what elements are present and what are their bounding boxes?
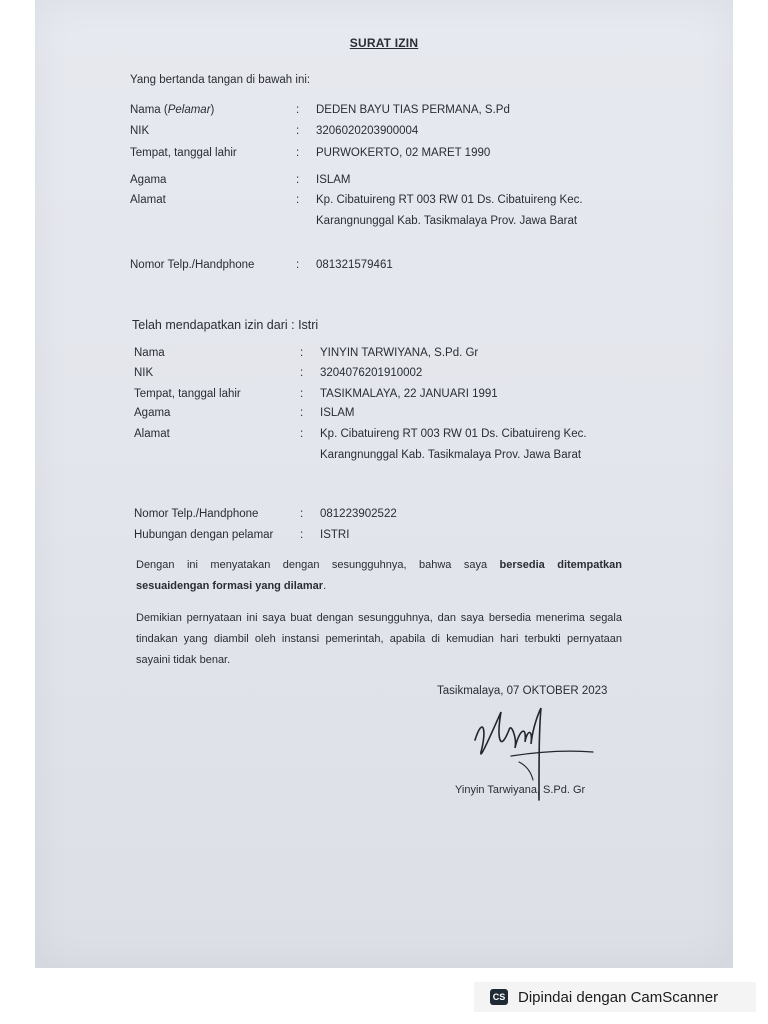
field-separator: : bbox=[296, 147, 300, 159]
field-value: ISLAM bbox=[316, 174, 351, 186]
field-separator: : bbox=[300, 388, 304, 400]
field-separator: : bbox=[296, 259, 300, 271]
field-separator: : bbox=[300, 508, 304, 520]
field-label: Tempat, tanggal lahir bbox=[130, 147, 237, 159]
camscanner-badge bbox=[474, 982, 756, 1012]
intro-text: Yang bertanda tangan di bawah ini: bbox=[130, 74, 311, 86]
field-label: Tempat, tanggal lahir bbox=[134, 388, 241, 400]
field-label: Alamat bbox=[134, 428, 170, 440]
field-value: ISLAM bbox=[320, 407, 355, 419]
closing-paragraph: Demikian pernyataan ini saya buat dengan sesungguhnya, dan saya bersedia menerima segala tindakan yang diambil oleh instansi pemerintah, apabila di kemudian hari terbukti pernyataan sayaini tidak benar. bbox=[136, 612, 622, 666]
field-value: TASIKMALAYA, 22 JANUARI 1991 bbox=[320, 388, 498, 400]
field-value: 081321579461 bbox=[316, 259, 393, 271]
field-value: 3206020203900004 bbox=[316, 125, 419, 137]
field-separator: : bbox=[296, 104, 300, 116]
field-value: 081223902522 bbox=[320, 508, 397, 520]
field-label: Nama bbox=[134, 347, 165, 359]
field-label: NIK bbox=[130, 125, 150, 137]
field-label: Alamat bbox=[130, 194, 166, 206]
field-separator: : bbox=[296, 125, 300, 137]
field-separator: : bbox=[300, 428, 304, 440]
field-value: DEDEN BAYU TIAS PERMANA, S.Pd bbox=[316, 104, 510, 116]
scanned-document bbox=[35, 0, 733, 968]
field-value: 3204076201910002 bbox=[320, 367, 423, 379]
statement-paragraph bbox=[136, 555, 622, 597]
field-separator: : bbox=[300, 367, 304, 379]
statement-bold: bersedia ditempatkan sesuaidengan formasi yang dilamar bbox=[136, 559, 623, 592]
field-label: Agama bbox=[134, 407, 171, 419]
field-separator: : bbox=[300, 529, 304, 541]
signer-name: Yinyin Tarwiyana, S.Pd. Gr bbox=[455, 784, 586, 796]
field-value: Kp. Cibatuireng RT 003 RW 01 Ds. Cibatuireng Kec. Karangnunggal Kab. Tasikmalaya Prov. Jawa Barat bbox=[320, 428, 587, 461]
field-separator: : bbox=[296, 174, 300, 186]
field-separator: : bbox=[300, 347, 304, 359]
statement-pre: Dengan ini menyatakan dengan sesungguhnya, bahwa saya bbox=[136, 559, 500, 571]
field-separator: : bbox=[296, 194, 300, 206]
camscanner-text: Dipindai dengan CamScanner bbox=[518, 988, 719, 1006]
field-value: PURWOKERTO, 02 MARET 1990 bbox=[316, 147, 491, 159]
field-label: Nama (Pelamar) bbox=[130, 104, 215, 116]
statement-post: . bbox=[323, 580, 327, 592]
field-value: Kp. Cibatuireng RT 003 RW 01 Ds. Cibatuireng Kec. Karangnunggal Kab. Tasikmalaya Prov. Jawa Barat bbox=[316, 194, 583, 227]
document-title: SURAT IZIN bbox=[349, 36, 419, 50]
field-label: Nomor Telp./Handphone bbox=[134, 508, 259, 520]
field-label: Nomor Telp./Handphone bbox=[130, 259, 255, 271]
camscanner-logo-icon: CS bbox=[490, 989, 508, 1005]
permission-heading: Telah mendapatkan izin dari : Istri bbox=[132, 318, 319, 332]
field-value: YINYIN TARWIYANA, S.Pd. Gr bbox=[320, 347, 479, 359]
field-separator: : bbox=[300, 407, 304, 419]
field-label: NIK bbox=[134, 367, 154, 379]
field-value: ISTRI bbox=[320, 529, 350, 541]
field-label: Hubungan dengan pelamar bbox=[134, 529, 274, 541]
place-date: Tasikmalaya, 07 OKTOBER 2023 bbox=[437, 685, 608, 697]
field-label: Agama bbox=[130, 174, 167, 186]
